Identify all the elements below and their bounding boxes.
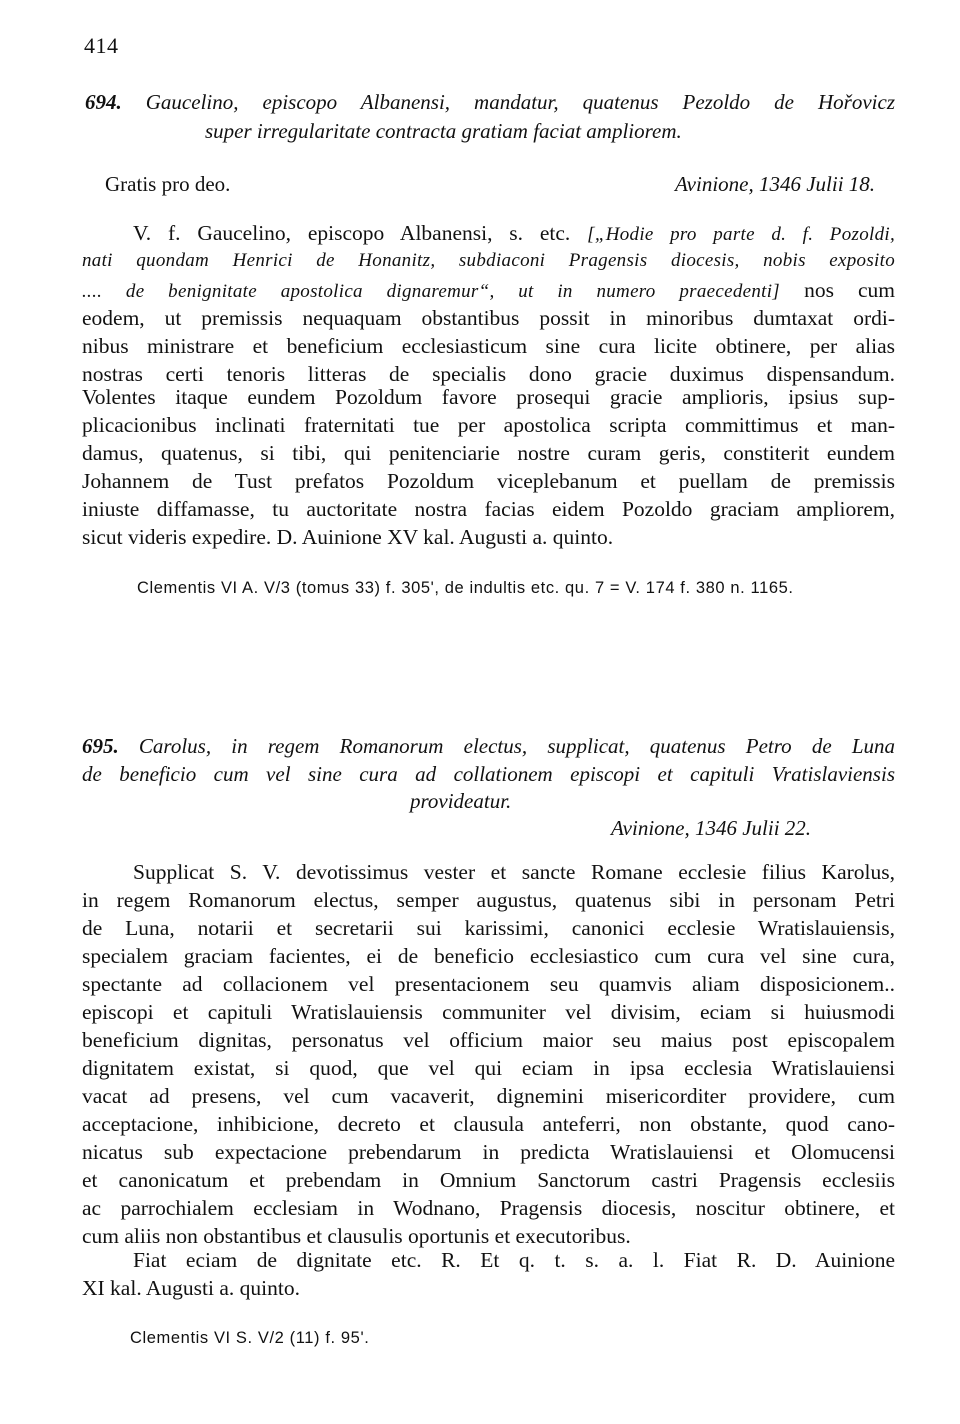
- body-694-line-3: .... de benignitate apostolica dignaremur“, ut in numero praecedenti] nos cum: [82, 278, 896, 302]
- body-695-line-6: episcopi et capituli Wratislauiensis communiter vel divisim, eciam si huiusmodi: [82, 1000, 895, 1024]
- body-695-line-12: et canonicatum et prebendam in Omnium Sanctorum castri Pragensis ecclesiis: [82, 1168, 895, 1192]
- date-695: Avinione, 1346 Julii 22.: [611, 816, 812, 840]
- regest-694-line-2: super irregularitate contracta gratiam faciat ampliorem.: [205, 119, 682, 143]
- body-695-line-7: beneficium dignitas, personatus vel officium maior seu maius post episcopalem: [82, 1028, 895, 1052]
- gratis-note: Gratis pro deo.: [105, 172, 231, 196]
- body-694-line-4: eodem, ut premissis nequaquam obstantibus possit in minoribus dumtaxat ordi-: [82, 306, 895, 330]
- body-695-line-13: ac parrochialem ecclesiam in Wodnano, Pragensis diocesis, noscitur obtinere, et: [82, 1196, 895, 1220]
- doc-number-695: 695.: [82, 734, 119, 758]
- body-694-line-11: iniuste diffamasse, tu auctoritate nostra facias eidem Pozoldo graciam ampliorem,: [82, 497, 895, 521]
- date-694: Avinione, 1346 Julii 18.: [675, 172, 876, 196]
- body-695-line-4: specialem graciam facientes, ei de beneficio ecclesiastico cum cura vel sine cura,: [82, 944, 895, 968]
- body-694-line-7: Volentes itaque eundem Pozoldum favore prosequi gracie amplioris, ipsius sup-: [82, 385, 895, 409]
- body-694-line-5: nibus ministrare et beneficium ecclesiasticum sine cura licite obtinere, per alias: [82, 334, 895, 358]
- regest-695-line-3: provideatur.: [410, 789, 512, 813]
- body-695-line-15: Fiat eciam de dignitate etc. R. Et q. t. s. a. l. Fiat R. D. Auinione: [133, 1248, 895, 1272]
- page-number: 414: [84, 33, 119, 58]
- body-695-line-5: spectante ad collacionem vel presentacionem seu quamvis aliam disposicionem..: [82, 972, 895, 996]
- signature-694: Clementis VI A. V/3 (tomus 33) f. 305', de indultis etc. qu. 7 = V. 174 f. 380 n. 1165.: [137, 579, 794, 597]
- regest-695-line-1: 695. Carolus, in regem Romanorum electus, supplicat, quatenus Petro de Luna: [82, 734, 895, 758]
- body-694-line-2: nati quondam Henrici de Honanitz, subdiaconi Pragensis diocesis, nobis exposito: [82, 250, 895, 271]
- body-695-line-8: dignitatem existat, si quod, que vel qui eciam in ipsa ecclesia Wratislauiensi: [82, 1056, 895, 1080]
- body-695-line-2: in regem Romanorum electus, semper augustus, quatenus sibi in personam Petri: [82, 888, 895, 912]
- body-695-line-3: de Luna, notarii et secretarii sui karissimi, canonici ecclesie Wratislauiensis,: [82, 916, 895, 940]
- body-695-line-16: XI kal. Augusti a. quinto.: [82, 1276, 300, 1300]
- body-694-line-8: plicacionibus inclinati fraternitati tue per apostolica scripta committimus et man-: [82, 413, 895, 437]
- doc-number-694: 694.: [85, 90, 122, 114]
- body-694-line-1: V. f. Gaucelino, episcopo Albanensi, s. etc. [„Hodie pro parte d. f. Pozoldi,: [133, 221, 896, 245]
- body-695-line-11: nicatus sub expectacione prebendarum in predicta Wratislauiensi et Olomucensi: [82, 1140, 895, 1164]
- body-695-line-9: vacat ad presens, vel cum vacaverit, dignemini misericorditer providere, cum: [82, 1084, 895, 1108]
- body-695-line-14: cum aliis non obstantibus et clausulis oportunis et executoribus.: [82, 1224, 631, 1248]
- regest-694-line-1: 694. Gaucelino, episcopo Albanensi, mandatur, quatenus Pezoldo de Hořovicz: [85, 90, 895, 114]
- body-694-line-10: Johannem de Tust prefatos Pozoldum viceplebanum et puellam de premissis: [82, 469, 895, 493]
- body-694-line-12: sicut videris expedire. D. Auinione XV kal. Augusti a. quinto.: [82, 525, 614, 549]
- signature-695: Clementis VI S. V/2 (11) f. 95'.: [130, 1329, 370, 1347]
- body-695-line-1: Supplicat S. V. devotissimus vester et sancte Romane ecclesie filius Karolus,: [133, 860, 895, 884]
- body-695-line-10: acceptacione, inhibicione, decreto et clausula anteferri, non obstante, quod cano-: [82, 1112, 895, 1136]
- body-694-line-6: nostras certi tenoris litteras de specialis dono gracie duximus dispensandum.: [82, 362, 895, 386]
- body-694-line-9: damus, quatenus, si tibi, qui penitenciarie nostre curam geris, constiterit eundem: [82, 441, 895, 465]
- regest-695-line-2: de beneficio cum vel sine cura ad collationem episcopi et capituli Vratislaviensis: [82, 762, 895, 786]
